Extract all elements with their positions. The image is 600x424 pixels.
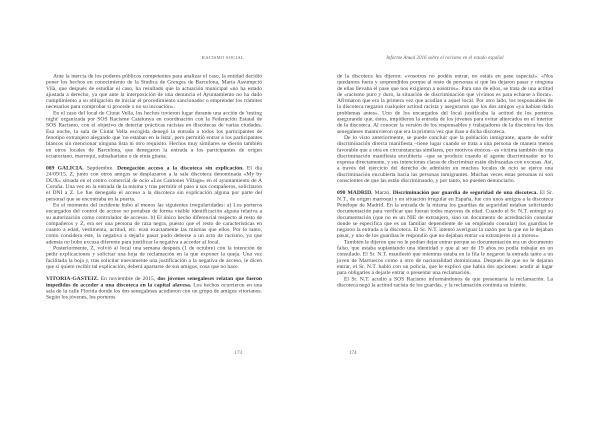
paragraph — [46, 165, 262, 202]
paragraph — [46, 110, 262, 159]
paragraph — [46, 245, 262, 270]
body-text: De lo visto anteriormente, se puede concluir que la población inmigrante, aparte de sufrir discriminación directa manifiesta –tiene lugar cuando se trata a una persona de manera menos favorable que a otra en circunstancias similares, por motivos étnicos– es víctima también de una discriminación manifiesta encubierta –que se produce cuando el agente discriminador no lo expresa directamente, y sus intenciones claras de discriminar están disfrazadas con excusas. Así, a través del ejercicio del derecho de admisión en muchos locales de ocio se ejerce una discriminación encubierta hacia las personas inmigrantes. Muchas veces estas personas ni son conscientes de que las están discriminando, y por tanto, no pueden denunciarlo. — [337, 134, 553, 184]
page-right-body — [337, 73, 553, 288]
page-left-body — [46, 73, 262, 300]
case-heading-text: Discriminación por guardia de seguridad de una discoteca. — [392, 189, 538, 196]
case-heading-text: dos jóvenes senegaleses relatan que fueron impedidos de acceder a una discoteca en la capital alavesa. — [46, 275, 262, 288]
body-text: Septiembre. — [83, 165, 118, 172]
body-text: En el momento del incidente hubo al menos las siguientes irregularidades: a) Los porteros encargados del control de acceso no portaban de forma visible identificación alguna relativa a su autorización como controlador de accesos. b) El único hecho diferencial respecto al resto de compañeros y Z, era ser una persona de raza negra, puesto que el resto de características en cuanto a edad, vestimenta, actitud, etc. eran exactamente las mismas que ellos. Por lo tanto, como considera éste, la negativa a dejarlo pasar pudo deberse a un acto de racismo, ya que además no hubo excusa diferente para justificar la negativa a acceder al local. — [46, 201, 262, 245]
paragraph — [337, 134, 553, 183]
case-heading-text: 089 GALICIA. — [46, 165, 84, 172]
page-left — [46, 55, 262, 361]
paragraph — [46, 276, 262, 301]
running-header-left: RACISMO SOCIAL — [201, 55, 244, 60]
paragraph — [337, 190, 553, 239]
body-text: El Sr. N.T., de origen marroquí y en situación irregular en España, fue con unos amigos a la discoteca Penélope de Madrid. En la entrada de la misma los guardias de seguridad estaban solicitando documentación para verificar que fueran todos mayores de edad. Cuando el Sr. N.T. entregó su documentación (que no es un NIE de extranjero, sino un documento de acreditación consular donde se especifica que es un familiar dependiente de un empleado consular) los guardias le negaron la entrada a la discoteca. El Sr. N.T. intentó averiguar la razón por la que no le dejaban pasar, y uno de los guardias le respondió que no dejaban entrar «a extranjeros ni a moros». — [337, 189, 553, 239]
paragraph — [46, 202, 262, 245]
body-text: Ante la inercia de los poderes públicos competentes para analizar el caso, la entidad decidió poner los hechos en conocimiento de la Síndica de Greuges de Barcelona, María Assumpció Vilà, que después de estudiar el caso, ha resultado que la actuación municipal «no ha estado ajustada a derecho, ya que ante la interposición de una denuncia el Ayuntamiento no ha dado cumplimiento a su obligación de iniciar el procedimiento sancionador o emprender los trámites necesarios para comprobar si procede o no su incoación». — [46, 73, 262, 110]
paragraph — [337, 73, 553, 134]
case-heading-text: Denegación acceso a la discoteca sin explicación. — [117, 165, 244, 172]
body-text: En el caso del local de Ciutat Vella, los hechos tuvieron lugar durante una acción de 'testing night' organizada por SOS Racisme Catalunya en coordinación con la Federación Estatal de SOS Racismo, con el objetivo de detectar prácticas racistas en discotecas de varias ciudades. Esa noche, la sala de Ciutat Vella escogida denegó la entrada a todos los participantes de fenotipo extranjero alegando que 'no estaban en la lista', pero permitió entrar a los participantes blancos sin mencionar ninguna lista ni otro requisito. Hechos muy similares se dieron también en otros locales de Barcelona, que denegaron la entrada a los participantes de origen ecuatoriano, marroquí, subsahariano o de etnia gitana. — [46, 109, 262, 159]
body-text: En noviembre de 2015, — [98, 275, 158, 282]
body-text: También le dijeron que no le podían dejar entrar porque su documentación era un documento falso, que estaba suplantando una identidad y que al ser de 19 años no podía trabajar en un consulado. El Sr. N.T. manifestó que mientras estaba en la fila le negaron la entrada tanto a un joven de Marruecos como a otro de nacionalidad dominicana. Después de que no le dejaran entrar, el Sr. N.T. habló con un policía, que le explicó que había dos opciones: acudir al lugar para obligarles a dejarle entrar o presentar una reclamación. — [337, 238, 553, 276]
body-text: Los hechos ocurrieron en una sala de la calle Florida donde los dos senegaleses acudieron con un grupo de amigos vitorianos. Según los jóvenes, los porteros — [46, 281, 262, 301]
page-number-right: 174 — [349, 350, 357, 356]
running-header-right: Informe Anual 2016 sobre el racismo en el estado español — [386, 55, 504, 61]
paragraph — [337, 276, 553, 288]
body-text: de la discoteca les dijeron: «vosotros no podéis entrar, no estáis en pase especial». «Nos quedamos fuera y sorprendidos porque al resto de personas sí que les dejaron pasar y ninguna de ellas llevaba el pase que nos exigieron a nosotros». Para uno de ellos, se trata de una actitud de «racismo puro y duro, la situación de discriminación que vivimos es para echarse a llorar». Afirmaron que era la primera vez que acudían a aquel local. Por otro lado, los responsables de la discoteca negaron cualquier actitud racista y aseguraron que los dos amigos «ya habían dado problemas antes». Uno de los encargados del local justificaba la actitud de los porteros asegurando que, éstos, impidieron la entrada de los jóvenes para evitar altercados en el interior de la discoteca. Al conocer la versión de los responsables y trabajadores de la discoteca los dos senegaleses mantuvieron que era la primera vez que iban a dicha discoteca. — [337, 73, 553, 135]
body-text: El día 24/09/15, Z, junto con otros amigos se desplazaron a la sala discoteca denominada «My by DUX» situada en el centro comercial de ocio «Los Cantones Village» en el ayuntamiento de A Coruña. Una vez en la entrada de la misma y tras permitir el paso a sus compañeros, solicitaron el DNI a Z. Le fue denegado el acceso a la discoteca sin explicación alguna por parte del personal que se encontraba en la puerta. — [46, 165, 263, 202]
paragraph — [337, 239, 553, 276]
body-text: Posteriormente, Z, volvió al local una semana después (1 de octubre) con la intención de pedir explicaciones y solicitar una hoja de reclamación en la que exponer la queja. Una vez facilitada la hoja y, tras solicitar nuevamente una justificación a la negativa de acceso, le dicen que si quiere recibir tal explicación, deberá apartarse de sus amigos, cosa que no hace. — [46, 245, 262, 270]
body-text: Marzo. — [372, 189, 393, 196]
case-heading-text: 090 MADRID. — [337, 189, 373, 196]
page-number-left: 173 — [234, 350, 242, 356]
body-text: El Sr. N.T. acudió a SOS Racismo informándonos de que presentaría la reclamación. La discoteca negó la actitud racista de los guardas, y la reclamación continúa su trámite. — [337, 275, 553, 288]
case-heading-text: VITORIA-GASTEIZ. — [46, 275, 99, 282]
paragraph — [46, 73, 262, 110]
page-right — [337, 55, 553, 361]
